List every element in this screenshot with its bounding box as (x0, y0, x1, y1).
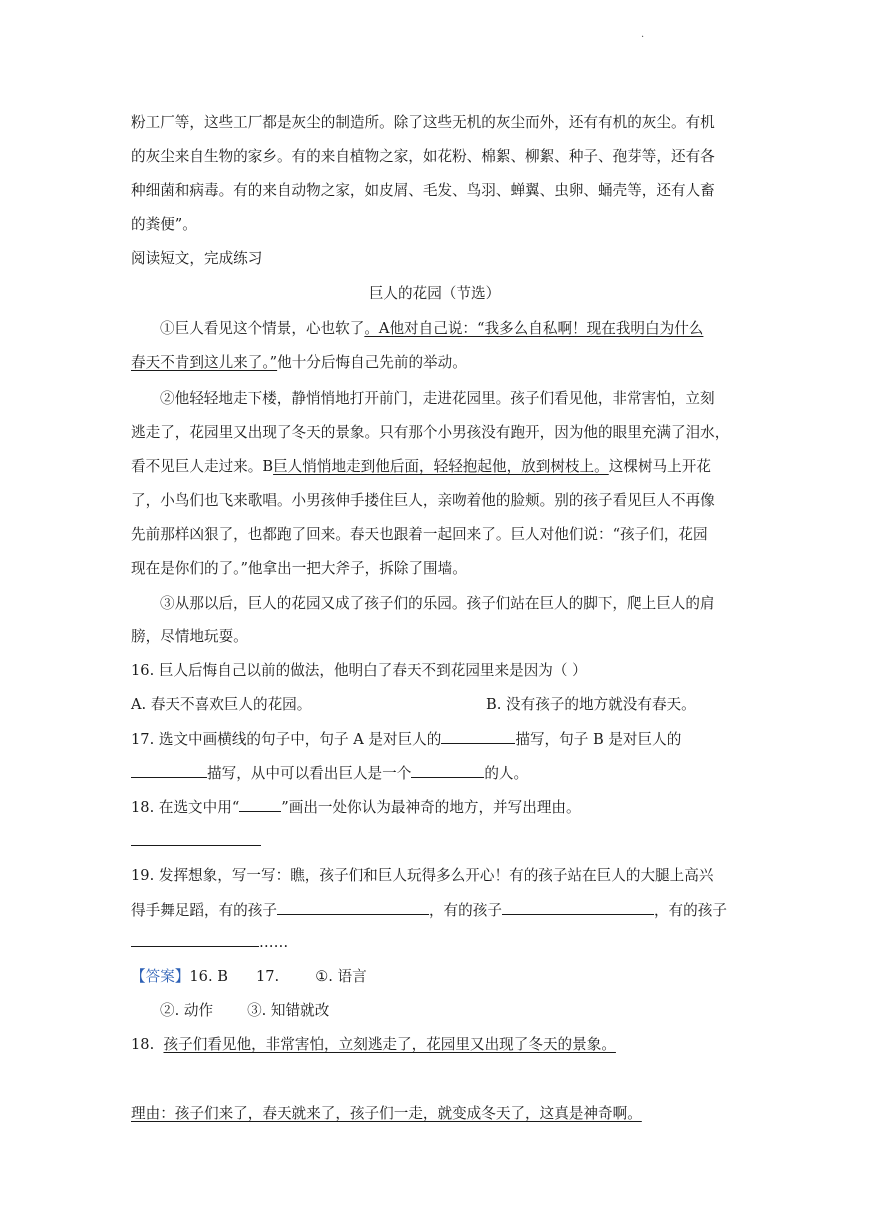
p2-text: 这棵树马上开花 (608, 458, 711, 475)
intro-line: 种细菌和病毒。有的来自动物之家，如皮屑、毛发、鸟羽、蝉翼、虫卵、蛹壳等，还有人畜 (131, 182, 715, 199)
passage-p1-line2 (131, 353, 467, 373)
question-17-line1 (131, 729, 681, 750)
answer-line (131, 845, 261, 846)
question-16-option-b: B. 没有孩子的地方就没有春天。 (486, 696, 696, 713)
answer-blank (502, 900, 654, 915)
answer-blank (441, 729, 515, 744)
sentence-a-underlined: 。A他对自己说：“我多么自私啊！现在我明白为什么 (364, 320, 704, 337)
question-16-option-a: A. 春天不喜欢巨人的花园。 (131, 696, 312, 713)
answer-18-sentence: 孩子们看见他，非常害怕，立刻逃走了，花园里又出现了冬天的景象。 (163, 1036, 616, 1053)
answer-blank (411, 763, 484, 778)
intro-line: 的粪便”。 (131, 216, 197, 233)
answer-tag: 【答案】 (131, 968, 190, 985)
answer-blank (131, 763, 207, 778)
q17-text: 的人。 (484, 765, 529, 782)
answer-17-3: ③. 知错就改 (247, 1002, 330, 1019)
answer-18-reason: 理由：孩子们来了，春天就来了，孩子们一走，就变成冬天了，这真是神奇啊。 (131, 1105, 642, 1122)
passage-p1-line1 (160, 319, 703, 339)
passage-p2-line: 逃走了，花园里又出现了冬天的景象。只有那个小男孩没有跑开，因为他的眼里充满了泪水， (131, 424, 730, 441)
answer-line1 (131, 967, 367, 987)
passage-p3-line: 膀，尽情地玩耍。 (131, 628, 248, 645)
answer-18 (131, 1035, 616, 1055)
question-18-stem (131, 797, 581, 818)
answer-18-number: 18. (131, 1036, 155, 1053)
q18-text: ”画出一处你认为最神奇的地方，并写出理由。 (281, 799, 581, 816)
p2-text: 看不见巨人走过来。B (131, 458, 274, 475)
question-17-line2 (131, 763, 528, 784)
answer-16: 16. B (189, 968, 228, 985)
passage-p2-line: 了，小鸟们也飞来歌唱。小男孩伸手搂住巨人，亲吻着他的脸颊。别的孩子看见巨人不再像 (131, 492, 715, 509)
question-16-stem: 16. 巨人后悔自己以前的做法，他明白了春天不到花园里来是因为（ ） (131, 662, 587, 679)
question-19-line3 (131, 932, 288, 953)
intro-line: 的灰尘来自生物的家乡。有的来自植物之家，如花粉、棉絮、柳絮、种子、孢芽等，还有各 (131, 148, 715, 165)
passage-title: 巨人的花园（节选） (368, 285, 501, 302)
passage-p2-line3 (131, 457, 711, 477)
answer-17-1: ①. 语言 (315, 968, 367, 985)
q18-text: 18. 在选文中用“ (131, 799, 240, 816)
passage-p2-line: ②他轻轻地走下楼，静悄悄地打开前门，走进花园里。孩子们看见他，非常害怕，立刻 (160, 390, 715, 407)
instruction: 阅读短文，完成练习 (131, 250, 263, 267)
passage-p2-line: 现在是你们的了。”他拿出一把大斧子，拆除了围墙。 (131, 560, 467, 577)
sentence-b-underlined: 巨人悄悄地走到他后面，轻轻抱起他，放到树枝上。 (273, 458, 609, 475)
p1-text: 他十分后悔自己先前的举动。 (277, 354, 467, 371)
q19-text: ，有的孩子 (653, 902, 727, 919)
q19-text: ，有的孩子 (428, 902, 502, 919)
passage-p3-line: ③从那以后，巨人的花园又成了孩子们的乐园。孩子们站在巨人的脚下，爬上巨人的肩 (160, 595, 715, 612)
q17-text: 描写，句子 B 是对巨人的 (515, 731, 682, 748)
sentence-a-underlined: 春天不肯到这儿来了。” (131, 354, 278, 371)
q19-text: 得手舞足蹈，有的孩子 (131, 902, 277, 919)
answer-line2 (160, 1001, 329, 1021)
question-19-line2 (131, 900, 727, 921)
answer-blank (277, 900, 429, 915)
intro-line: 粉工厂等，这些工厂都是灰尘的制造所。除了这些无机的灰尘而外，还有有机的灰尘。有机 (131, 114, 715, 131)
header-mark: · (641, 32, 645, 43)
question-19-line1: 19. 发挥想象，写一写：瞧，孩子们和巨人玩得多么开心！有的孩子站在巨人的大腿上高兴 (131, 867, 714, 884)
ellipsis: …… (259, 934, 289, 951)
q17-text: 描写，从中可以看出巨人是一个 (207, 765, 412, 782)
p1-text: ①巨人看见这个情景，心也软了 (160, 320, 365, 337)
passage-p2-line: 先前那样凶狠了，也都跑了回来。春天也跟着一起回来了。巨人对他们说：“孩子们，花园 (131, 526, 708, 543)
underline-sample (239, 797, 281, 812)
answer-17-2: ②. 动作 (160, 1002, 214, 1019)
q17-text: 17. 选文中画横线的句子中，句子 A 是对巨人的 (131, 731, 442, 748)
answer-17-label: 17. (255, 968, 280, 985)
answer-blank (131, 932, 259, 947)
